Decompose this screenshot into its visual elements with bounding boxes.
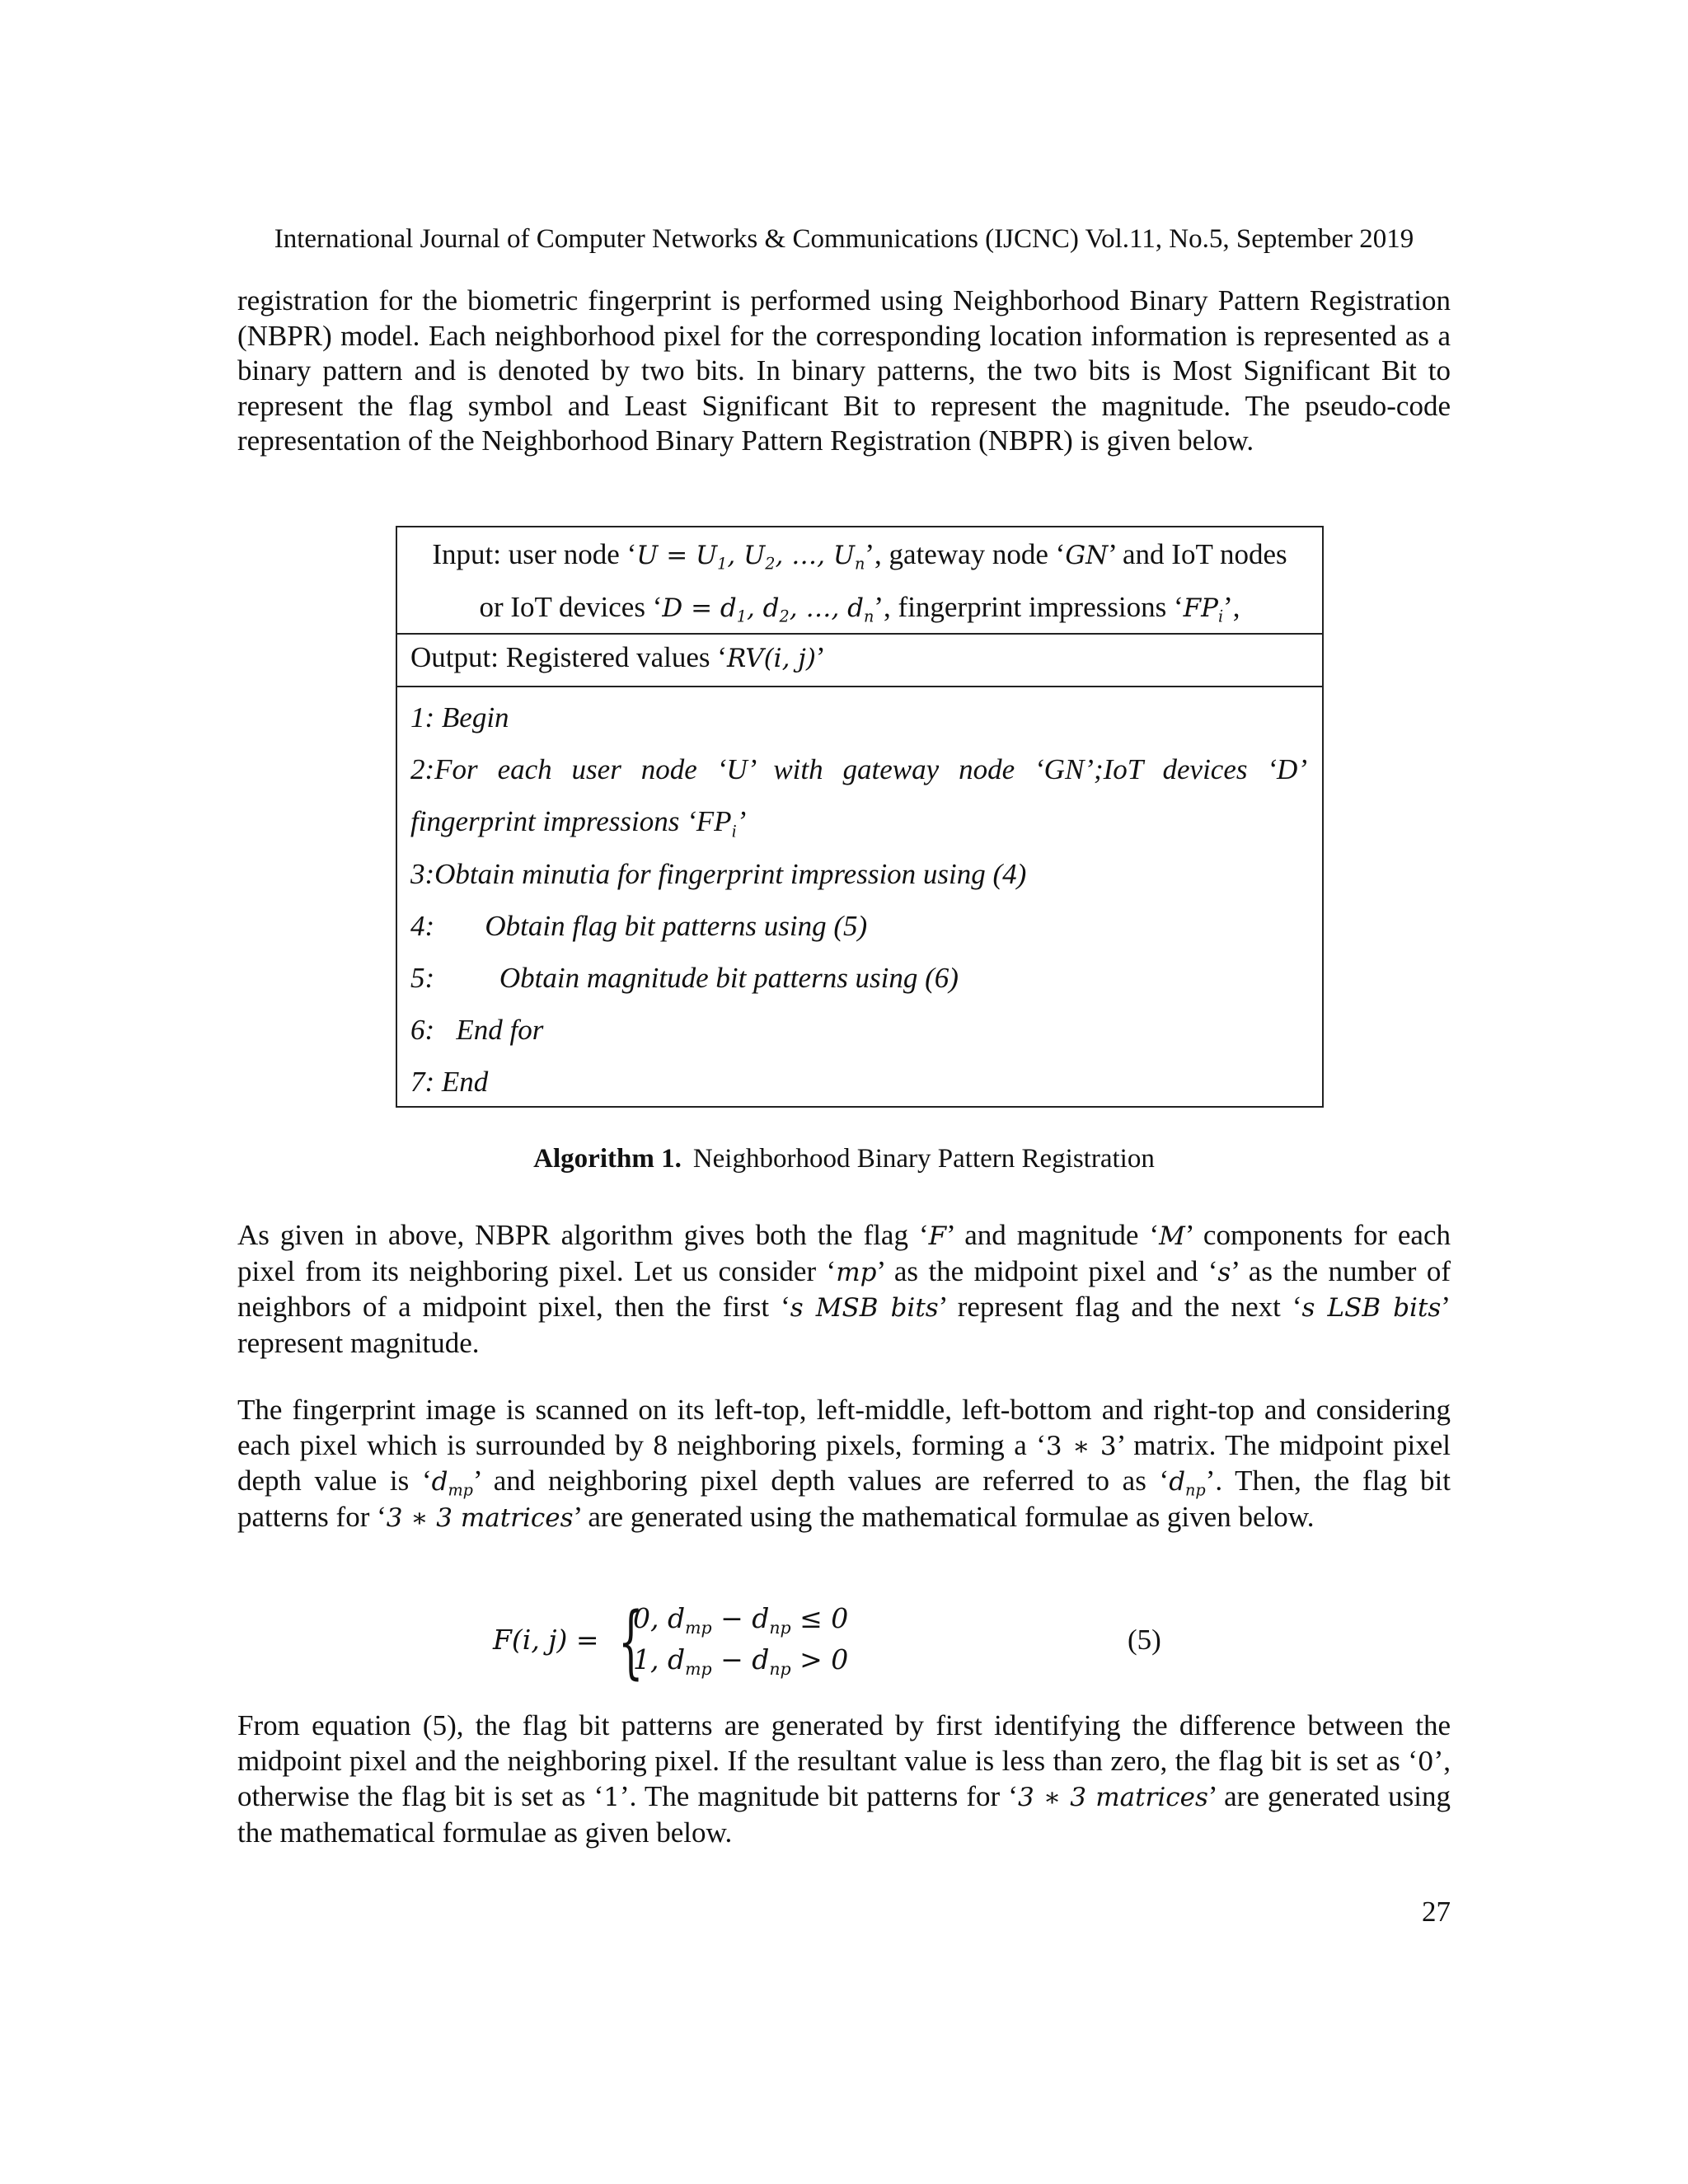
equation-lhs: F(i, j) = (493, 1624, 599, 1656)
algorithm-step-4: 4: Obtain flag bit patterns using (5) (410, 910, 868, 942)
running-header: International Journal of Computer Networks & Communications (IJCNC) Vol.11, No.5, September 2019 (274, 224, 1414, 254)
algorithm-step-2: 2:For each user node ‘U’ with gateway node ‘GN’;IoT devices ‘D’ (410, 753, 1307, 785)
equation-5 (0, 1597, 1688, 1696)
paragraph-scan-method: The fingerprint image is scanned on its left-top, left-middle, left-bottom and right-top and considering each pixel which is surrounded by 8 neighboring pixels, forming a ‘3 ∗ 3’ matrix. The midpoint pixel depth value is ‘$d_{mp}$’ and neighboring pixel depth values are referred to as ‘$d_{np}$’. Then, the flag bit patterns for ‘3 ∗ 3 matrices’ are generated using the mathematical formulae as given below. (237, 1394, 1451, 1533)
algorithm-step-2-cont: fingerprint impressions ‘$FP_i$’ (410, 805, 747, 841)
algorithm-step-6: 6: End for (410, 1014, 544, 1046)
caption-text: Neighborhood Binary Pattern Registration (692, 1144, 1155, 1174)
paragraph-nbpr-intro: registration for the biometric fingerprint is performed using Neighborhood Binary Pattern Registration (NBPR) model. Each neighborhood pixel for the corresponding location information is represented as a binary pattern and is denoted by two bits. In binary patterns, the two bits is Most Significant Bit to represent the flag symbol and Least Significant Bit to represent the magnitude. The pseudo-code representation of the Neighborhood Binary Pattern Registration (NBPR) is given below. (237, 284, 1451, 457)
page-number: 27 (1422, 1896, 1451, 1928)
paragraph-flag-bits: From equation (5), the flag bit patterns are generated by first identifying the difference between the midpoint pixel and the neighboring pixel. If the resultant value is less than zero, the flag bit is set as ‘0’, otherwise the flag bit is set as ‘1’. The magnitude bit patterns for ‘3 ∗ 3 matrices’ are generated using the mathematical formulae as given below. (237, 1709, 1451, 1849)
algorithm-step-3: 3:Obtain minutia for fingerprint impression using (4) (410, 858, 1027, 890)
algorithm-output-row: Output: Registered values ‘RV(i, j)’ (397, 635, 1322, 687)
equation-brace: { (618, 1596, 644, 1688)
algorithm-input-line1: Input: user node ‘$U = U_1$, $U_2$, …, $U_n$’, gateway node ‘GN’ and IoT nodes (432, 538, 1287, 574)
algorithm-input-row (397, 527, 1322, 635)
caption-label: Algorithm 1. (533, 1144, 682, 1174)
algorithm-step-1: 1: Begin (410, 701, 509, 733)
algorithm-box (396, 526, 1324, 1108)
paragraph-nbpr-components: As given in above, NBPR algorithm gives both the flag ‘F’ and magnitude ‘M’ components for each pixel from its neighboring pixel. Let us consider ‘mp’ as the midpoint pixel and ‘s’ as the number of neighbors of a midpoint pixel, then the first ‘s MSB bits’ represent flag and the next ‘s LSB bits’ represent magnitude. (237, 1219, 1451, 1359)
algorithm-step-7: 7: End (410, 1066, 489, 1098)
equation-case-2: 1, $d_{mp} - d_{np} > 0$ (633, 1643, 849, 1680)
algorithm-step-5: 5: Obtain magnitude bit patterns using (6) (410, 962, 959, 994)
equation-case-1: 0, $d_{mp} - d_{np} \le 0$ (633, 1602, 849, 1638)
algorithm-input-line2: or IoT devices ‘$D = d_1$, $d_2$, …, $d_n$’, fingerprint impressions ‘$FP_i$’, (479, 591, 1240, 626)
equation-number: (5) (1128, 1624, 1161, 1656)
algorithm-caption (0, 1141, 1688, 1177)
